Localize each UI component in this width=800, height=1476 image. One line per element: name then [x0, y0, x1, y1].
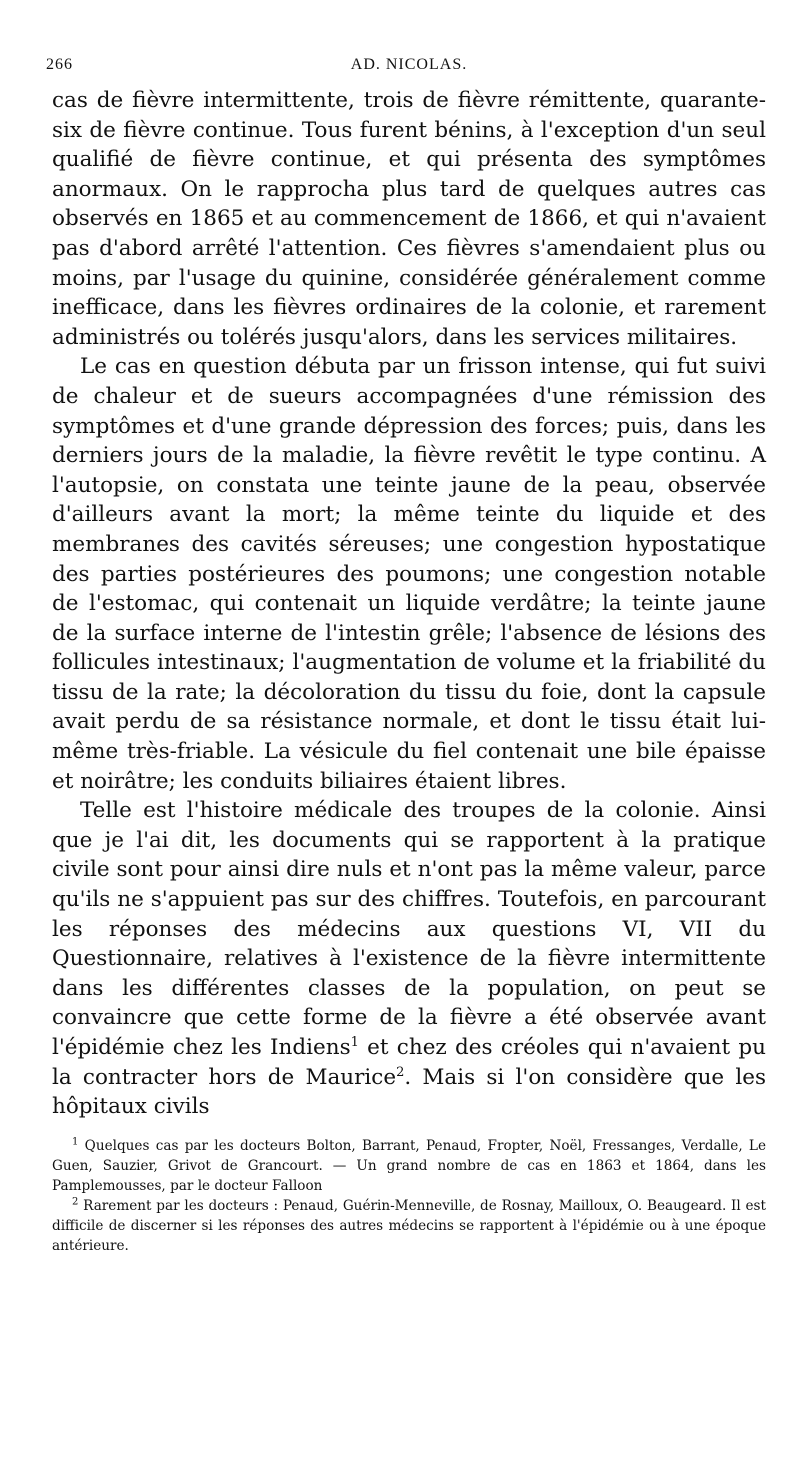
footnote-1-mark: 1 — [72, 1136, 79, 1148]
footnote-reference-2[interactable]: 2 — [396, 1064, 405, 1080]
footnote-2 — [52, 1196, 766, 1256]
paragraph-3-text-a: Telle est l'histoire médicale des troupes de la colonie. Ainsi que je l'ai dit, les documents qui se rapportent à la pratique civile sont pour ainsi dire nuls et n'ont pas la même valeur, parce qu'ils ne s'appuient pas sur des chiffres. Toutefois, en parcourant les réponses des médecins aux questions VI, VII du Questionnaire, relatives à l'existence de la fièvre intermittente dans les différentes classes de la population, on peut se convaincre que cette forme de la fièvre a été observée avant l'épidémie chez les Indiens — [52, 798, 766, 1060]
running-head — [46, 56, 766, 86]
paragraph-1: cas de fièvre intermittente, trois de fièvre rémittente, quarante-six de fièvre continue. Tous furent bénins, à l'exception d'un seul qualifié de fièvre continue, et qui présenta des symptômes anormaux. On le rapprocha plus tard de quelques autres cas observés en 1865 et au commencement de 1866, et qui n'avaient pas d'abord arrêté l'attention. Ces fièvres s'amendaient plus ou moins, par l'usage du quinine, considérée généralement comme inefficace, dans les fièvres ordinaires de la colonie, et rarement administrés ou tolérés jusqu'alors, dans les services militaires. — [52, 88, 766, 350]
paragraph-3 — [52, 796, 766, 1122]
paragraph-3-text-c: . Mais si l'on considère que les hôpitaux civils — [52, 1064, 766, 1120]
body-text — [52, 86, 766, 1122]
footnote-reference-1[interactable]: 1 — [350, 1034, 359, 1050]
paragraph-2: Le cas en question débuta par un frisson intense, qui fut suivi de chaleur et de sueurs accompagnées d'une rémission des symptômes et d'une grande dépression des forces; puis, dans les derniers jours de la maladie, la fièvre revêtit le type continu. A l'autopsie, on constata une teinte jaune de la peau, observée d'ailleurs avant la mort; la même teinte du liquide et des membranes des cavités séreuses; une congestion hypostatique des parties postérieures des poumons; une congestion notable de l'estomac, qui contenait un liquide verdâtre; la teinte jaune de la surface interne de l'intestin grêle; l'absence de lésions des follicules intestinaux; l'augmentation de volume et la friabilité du tissu de la rate; la décoloration du tissu du foie, dont la capsule avait perdu de sa résistance normale, et dont le tissu était lui-même très-friable. La vésicule du fiel contenait une bile épaisse et noirâtre; les conduits biliaires étaient libres. — [52, 354, 766, 794]
book-page — [46, 56, 767, 1256]
footnote-1 — [52, 1136, 766, 1196]
page-number: 266 — [46, 56, 73, 73]
footnotes — [52, 1136, 766, 1256]
paragraph-3-text-b: et chez des créoles qui n'avaient pu la contracter hors de Maurice — [52, 1035, 766, 1090]
running-head-author: AD. NICOLAS. — [350, 56, 468, 73]
footnote-2-mark: 2 — [72, 1196, 79, 1208]
footnote-1-text: Quelques cas par les docteurs Bolton, Barrant, Penaud, Fropter, Noël, Fressanges, Verdalle, Le Guen, Sauzier, Grivot de Grancourt. — Un grand nombre de cas en 1863 et 1864, dans les Pamplemousses, par le docteur Falloon — [52, 1137, 766, 1194]
footnote-2-text: Rarement par les docteurs : Penaud, Guérin-Menneville, de Rosnay, Mailloux, O. Beaugeard. Il est difficile de discerner si les réponses des autres médecins se rapportent à l'épidémie ou à une époque antérieure. — [52, 1197, 767, 1254]
